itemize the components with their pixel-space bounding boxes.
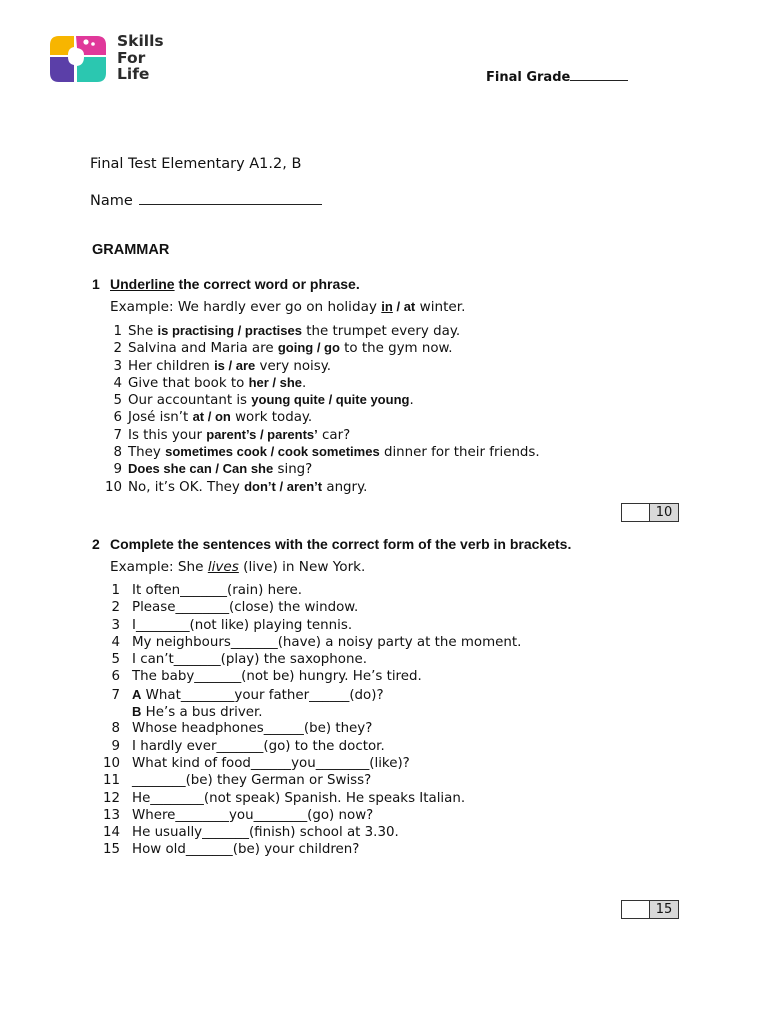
- item-text: .: [302, 375, 307, 391]
- item-number: 10: [102, 755, 120, 771]
- name-field: Name: [90, 190, 322, 209]
- item-number: 2: [113, 341, 122, 357]
- item-text: No, it’s OK. They: [128, 479, 245, 495]
- item-number: 12: [102, 790, 120, 806]
- item-text[interactable]: I________(not like) playing tennis.: [132, 617, 353, 633]
- item-number: 15: [102, 842, 120, 858]
- item-text[interactable]: I can’t_______(play) the saxophone.: [132, 652, 367, 668]
- item-text[interactable]: He________(not speak) Spanish. He speaks Italian.: [132, 790, 466, 806]
- item-number: 8: [111, 721, 120, 737]
- item-text: Our accountant is: [128, 393, 252, 409]
- item-number: 4: [111, 634, 120, 650]
- q1-item: [94, 374, 540, 391]
- q2-item: [94, 599, 521, 616]
- q2-item: [94, 651, 521, 668]
- item-options[interactable]: is / are: [214, 357, 256, 373]
- q2-example: Example: She lives (live) in New York.: [110, 559, 366, 575]
- item-text[interactable]: My neighbours_______(have) a noisy party at the moment.: [132, 634, 522, 650]
- q1-item: [94, 339, 540, 356]
- item-options[interactable]: is practising / practises: [157, 323, 302, 338]
- q2-item: [94, 668, 521, 685]
- item-options[interactable]: young quite / quite young: [251, 392, 410, 408]
- item-options[interactable]: at / on: [192, 409, 231, 425]
- item-text[interactable]: Where________you________(go) now?: [132, 807, 374, 823]
- item-options[interactable]: sometimes cook / cook sometimes: [165, 444, 380, 460]
- item-number: 9: [113, 462, 122, 478]
- item-text: very noisy.: [255, 358, 332, 374]
- q1-list: [94, 322, 540, 495]
- item-text: José isn’t: [128, 410, 193, 426]
- item-text[interactable]: Whose headphones______(be) they?: [132, 721, 373, 737]
- item-text: Her children: [128, 358, 215, 374]
- item-text: dinner for their friends.: [379, 445, 540, 461]
- item-text: angry.: [322, 479, 368, 495]
- item-number: 4: [113, 375, 122, 391]
- item-number: 14: [102, 825, 120, 841]
- item-text[interactable]: How old_______(be) your children?: [132, 842, 360, 858]
- q1-score-blank[interactable]: [622, 504, 650, 521]
- final-grade-blank[interactable]: [570, 68, 628, 81]
- item-number: 10: [104, 479, 122, 495]
- item-number: 5: [113, 393, 122, 409]
- q2-item: [94, 703, 521, 720]
- item-options[interactable]: parent’s / parents’: [206, 426, 318, 442]
- q2-item: [94, 755, 521, 772]
- item-text[interactable]: What________your father______(do)?: [141, 687, 384, 703]
- q2-score-box: 15: [621, 900, 679, 919]
- item-number: 9: [111, 738, 120, 754]
- speaker-label: B: [132, 704, 142, 720]
- final-grade: Final Grade: [486, 68, 628, 85]
- item-text: sing?: [273, 462, 313, 478]
- logo-mark-icon: [47, 33, 109, 85]
- q1-item: [94, 391, 540, 408]
- item-options[interactable]: going / go: [277, 340, 340, 356]
- item-text[interactable]: I hardly ever_______(go) to the doctor.: [132, 738, 385, 754]
- item-number: 6: [111, 669, 120, 685]
- item-text: car?: [317, 427, 351, 443]
- item-text[interactable]: ________(be) they German or Swiss?: [132, 773, 372, 789]
- q2-list: [94, 582, 521, 859]
- item-number: 1: [113, 324, 122, 339]
- q1-item: [94, 460, 540, 477]
- q1-item: [94, 357, 540, 374]
- item-number: 11: [102, 773, 120, 789]
- q2-item: [94, 772, 521, 789]
- item-number: 3: [113, 358, 122, 374]
- q2-item: [94, 634, 521, 651]
- item-number: 7: [111, 687, 120, 703]
- item-text[interactable]: The baby_______(not be) hungry. He’s tired.: [132, 669, 422, 685]
- item-text[interactable]: What kind of food______you________(like)?: [132, 755, 410, 771]
- section-heading: GRAMMAR: [92, 242, 170, 258]
- item-text: She: [128, 324, 158, 339]
- q1-item: [94, 322, 540, 339]
- item-options[interactable]: Does she can / Can she: [128, 461, 274, 477]
- q2-item: [94, 738, 521, 755]
- item-text: the trumpet every day.: [302, 324, 461, 339]
- q2-score-blank[interactable]: [622, 901, 650, 918]
- item-text: to the gym now.: [339, 341, 453, 357]
- q2-item: [94, 720, 521, 737]
- name-blank[interactable]: [139, 190, 322, 205]
- q1-example: Example: We hardly ever go on holiday in / at winter.: [110, 299, 466, 315]
- item-number: 2: [111, 600, 120, 616]
- q2-item: [94, 617, 521, 634]
- item-options[interactable]: don’t / aren’t: [244, 478, 323, 494]
- item-options[interactable]: her / she: [248, 374, 303, 390]
- logo-text: Skills For Life: [117, 32, 164, 83]
- skills-for-life-logo: [47, 33, 177, 85]
- q2-item: [94, 790, 521, 807]
- q2-item: [94, 824, 521, 841]
- item-text[interactable]: He usually_______(finish) school at 3.30.: [132, 825, 399, 841]
- item-number: 3: [111, 617, 120, 633]
- item-text[interactable]: It often_______(rain) here.: [132, 583, 303, 598]
- q2-heading: 2 Complete the sentences with the correct form of the verb in brackets.: [92, 536, 572, 552]
- item-text: Salvina and Maria are: [128, 341, 278, 357]
- q1-item: [94, 443, 540, 460]
- q1-item: [94, 478, 540, 495]
- item-text: They: [128, 445, 166, 461]
- item-number: 5: [111, 652, 120, 668]
- item-text: Is this your: [128, 427, 207, 443]
- q1-heading: 1 Underline the correct word or phrase.: [92, 276, 360, 292]
- q1-item: [94, 408, 540, 425]
- q2-item: [94, 841, 521, 858]
- item-text[interactable]: Please________(close) the window.: [132, 600, 359, 616]
- item-text: Give that book to: [128, 375, 249, 391]
- item-number: 8: [113, 445, 122, 461]
- item-number: 1: [111, 583, 120, 598]
- item-text[interactable]: He’s a bus driver.: [141, 705, 263, 721]
- item-number: 7: [113, 427, 122, 443]
- q2-item: [94, 686, 521, 703]
- q1-item: [94, 426, 540, 443]
- q2-item: [94, 807, 521, 824]
- page-title: Final Test Elementary A1.2, B: [90, 156, 302, 172]
- item-text: .: [409, 393, 414, 409]
- item-number: 6: [113, 410, 122, 426]
- item-number: 13: [102, 807, 120, 823]
- q1-score-box: 10: [621, 503, 679, 522]
- item-text: work today.: [230, 410, 313, 426]
- q2-item: [94, 582, 521, 599]
- speaker-label: A: [132, 686, 142, 702]
